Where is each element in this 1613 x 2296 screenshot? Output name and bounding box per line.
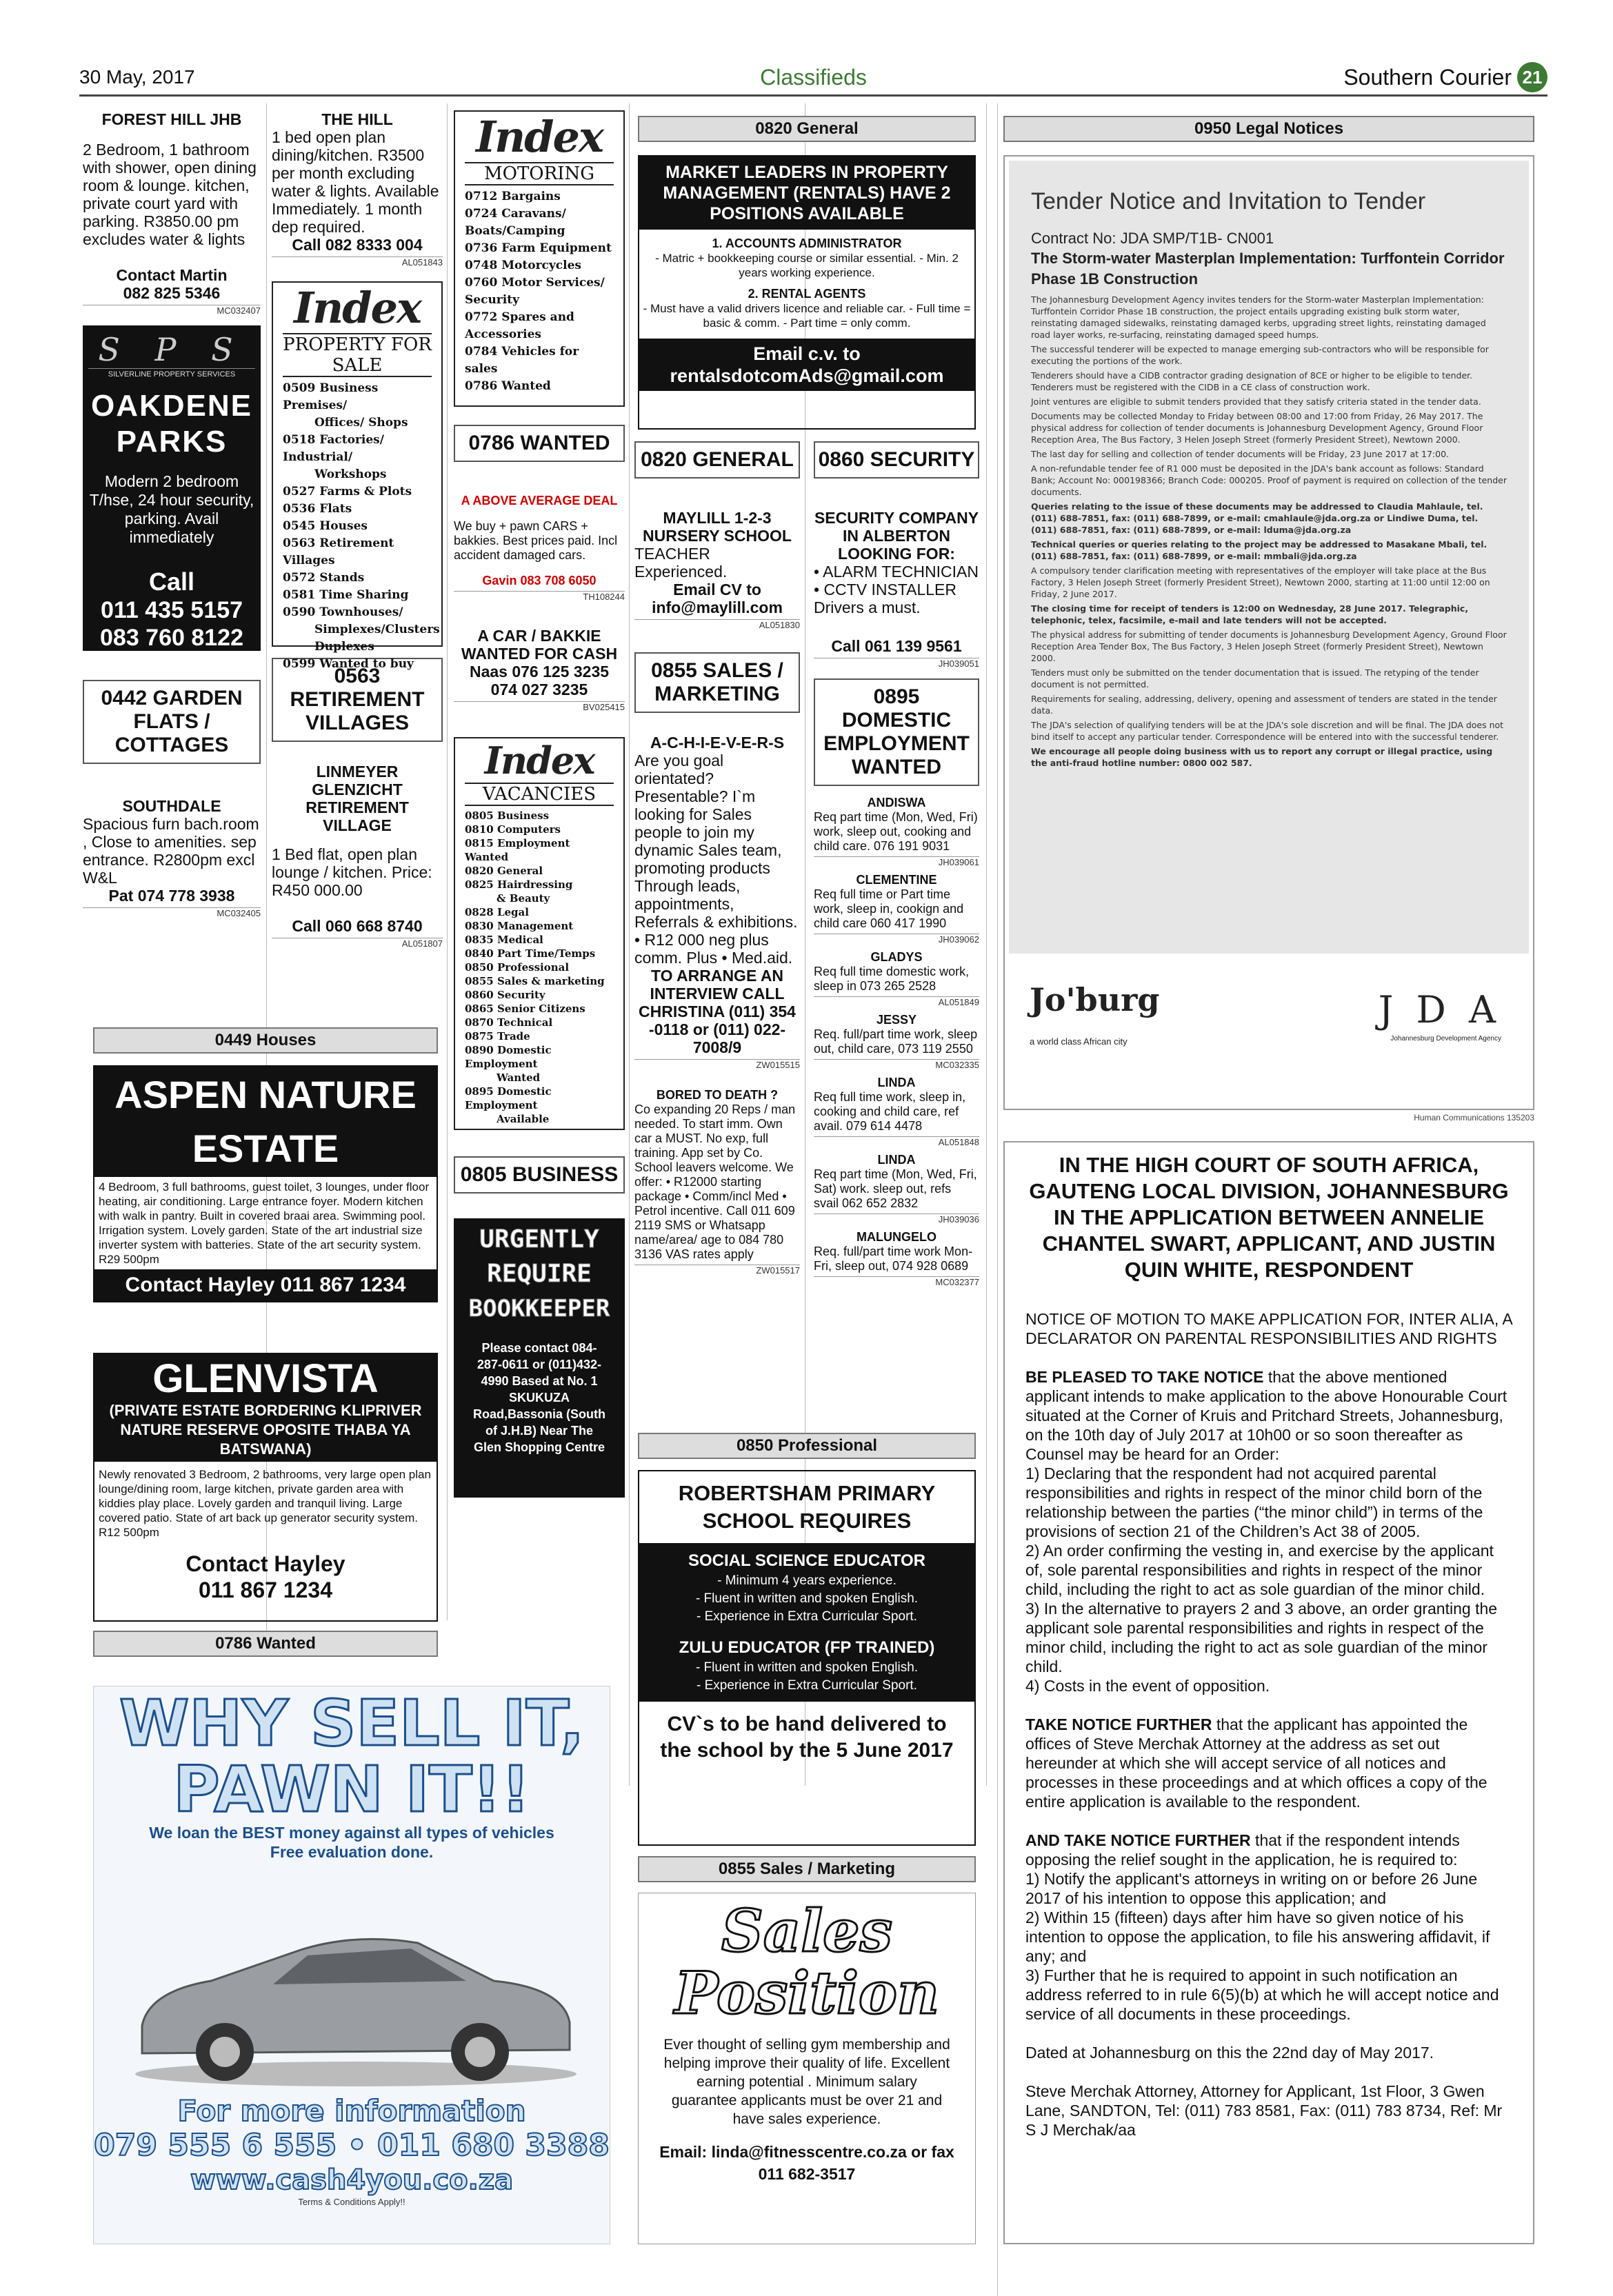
tender-paragraph: A non-refundable tender fee of R1 000 must be deposited in the JDA's bank account as follows: Standard Bank; Account No: 000198366; Branch Code: 000205. Proof of payment is required on collection of the tender documents. bbox=[1031, 463, 1507, 497]
list-item bbox=[814, 950, 979, 1007]
category-wanted: 0786 WANTED bbox=[454, 425, 625, 462]
section-wanted: 0786 Wanted bbox=[93, 1631, 438, 1657]
column-5 bbox=[814, 441, 979, 1293]
ad-ref: ZW015517 bbox=[634, 1265, 800, 1276]
index-item: 0712 Bargains bbox=[465, 190, 561, 203]
court-prayers bbox=[1025, 1464, 1512, 1695]
ad-ref: MC032335 bbox=[814, 1059, 979, 1070]
index-item: 0840 Part Time/Temps bbox=[465, 947, 596, 960]
glenvista-header bbox=[94, 1354, 437, 1462]
tender-paragraph: Queries relating to the issue of these documents may be addressed to Claudia Mahlaule, tel. (011) 688-7851, fax: (011) 688-7899, or e-mail: cmahlaule@jda.org.za or Lindiwe Duma, tel. (011) 688-7851, fax: (011) 688-7899, or e-mail: lduma@jda.org.za bbox=[1031, 501, 1483, 535]
index-item: Offices/ Shops bbox=[314, 416, 408, 430]
tender-logos bbox=[1009, 954, 1529, 1064]
classified-ad bbox=[272, 763, 443, 949]
section-title: Classifieds bbox=[760, 65, 867, 90]
classified-ad bbox=[83, 110, 261, 316]
ad-title: MAYLILL 1-2-3 NURSERY SCHOOL bbox=[643, 509, 792, 545]
ad-title: LINMEYER GLENZICHT RETIREMENT VILLAGE bbox=[305, 763, 409, 834]
ad-ref: MC032407 bbox=[83, 305, 261, 316]
court-title: IN THE HIGH COURT OF SOUTH AFRICA, GAUTENG LOCAL DIVISION, JOHANNESBURG IN THE APPLICATION BETWEEN ANNELIE CHANTEL SWART, APPLICANT, AND JUSTIN QUIN WHITE, RESPONDENT bbox=[1029, 1153, 1509, 1282]
ad-title: LINDA bbox=[877, 1153, 916, 1167]
robertsham-title: ROBERTSHAM PRIMARY SCHOOL REQUIRES bbox=[678, 1481, 936, 1533]
index-item: 0875 Trade bbox=[465, 1030, 530, 1043]
ad-title: THE HILL bbox=[321, 110, 393, 128]
index-item: 0786 Wanted bbox=[465, 379, 551, 393]
index-item: & Beauty bbox=[497, 892, 550, 905]
index-item: 0784 Vehicles for sales bbox=[465, 345, 579, 376]
court-paragraph-3 bbox=[1025, 1831, 1512, 1869]
ad-title: GLADYS bbox=[870, 950, 923, 964]
ad-ref: AL051849 bbox=[814, 996, 979, 1007]
sps-title: OAKDENE PARKS bbox=[90, 389, 253, 459]
tender-paragraph: The last day for selling and collection of tender documents will be Friday, 23 June 2017 at 17:00. bbox=[1031, 449, 1450, 459]
market-title: MARKET LEADERS IN PROPERTY MANAGEMENT (RENTALS) HAVE 2 POSITIONS AVAILABLE bbox=[639, 157, 974, 230]
joburg-logo: Jo'burg bbox=[1030, 981, 1160, 1018]
position-1-req-1: - Minimum 4 years experience. bbox=[717, 1573, 896, 1588]
market-email-address: rentalsdotcomAds@gmail.com bbox=[670, 365, 944, 386]
tender-project: The Storm-water Masterplan Implementation: Turffontein Corridor Phase 1B Construction bbox=[1031, 250, 1505, 288]
column-4 bbox=[634, 441, 800, 1276]
ad-contact: Call 061 139 9561 bbox=[831, 637, 962, 655]
bookkeeper-body: Please contact 084-287-0611 or (011)432-4990 Based at No. 1 SKUKUZA Road,Bassonia (South of J.H.B) Near The Glen Shopping Centre bbox=[472, 1341, 605, 1454]
court-item: 4) Costs in the event of opposition. bbox=[1025, 1677, 1270, 1695]
sps-tagline: SILVERLINE PROPERTY SERVICES bbox=[88, 368, 255, 379]
index-heading: Index bbox=[476, 112, 603, 162]
tender-title: Tender Notice and Invitation to Tender bbox=[1031, 188, 1426, 214]
pawn-headline-1: WHY SELL IT, bbox=[119, 1686, 585, 1760]
list-item bbox=[814, 796, 979, 867]
list-item bbox=[814, 1013, 979, 1070]
court-item: 1) Declaring that the respondent had not acquired parental responsibilities and rights in respect of the minor child born of the relationship between the parties (“the minor child”) in terms of the provisions of section 21 of the Children’s Act 38 of 2005. bbox=[1025, 1464, 1483, 1540]
tender-paragraph: Tenderers should have a CIDB contractor grading designation of 8CE or higher to be eligible to tender. Tenderers must be registered with the CIDB in a CE class of construction work. bbox=[1031, 370, 1473, 392]
classified-ad bbox=[454, 494, 625, 602]
market-email bbox=[639, 339, 974, 391]
ad-title: MALUNGELO bbox=[856, 1230, 936, 1244]
sales-body: Ever thought of selling gym membership and helping improve their quality of life. Excellent earning potential . Minimum salary guarantee applicants must be over 21 and have sales experience. bbox=[663, 2037, 950, 2127]
index-item: 0828 Legal bbox=[465, 906, 529, 918]
pawn-ad bbox=[93, 1686, 610, 2244]
ad-contact: Gavin 083 708 6050 bbox=[482, 574, 597, 587]
ad-body: Naas 076 125 3235 bbox=[469, 663, 610, 681]
index-item: Available bbox=[497, 1113, 550, 1125]
ad-ref: AL051807 bbox=[272, 938, 443, 949]
court-item: 2) An order confirming the vesting in, and exercise by the applicant of, sole parental responsibilities and rights in respect of the minor child, including the right to act as sole guardian of the minor child. bbox=[1025, 1542, 1494, 1598]
index-item: 0581 Time Sharing bbox=[283, 588, 409, 602]
classified-ad bbox=[634, 1088, 800, 1276]
tender-body bbox=[1009, 161, 1529, 954]
index-list bbox=[455, 806, 623, 1129]
court-text-2: that the applicant has appointed the offices of Steve Merchak Attorney at the address as set out hereunder at which she will accept service of all notices and processes in these proceedings and at which offices a copy of the entire application is available to the respondent. bbox=[1025, 1715, 1487, 1811]
court-text-3: that if the respondent intends opposing the relief sought in the application, he is required to: bbox=[1025, 1831, 1460, 1869]
tender-paragraph: Joint ventures are eligible to submit tenders provided that they satisfy criteria stated in the tender data. bbox=[1031, 396, 1481, 407]
ad-contact: Contact Martin bbox=[116, 266, 228, 284]
sps-call: Call bbox=[148, 567, 195, 596]
ad-body: Req. full/part time work Mon-Fri, sleep out, 074 928 0689 bbox=[814, 1245, 973, 1273]
column-1 bbox=[83, 110, 261, 918]
index-subheading: VACANCIES bbox=[465, 783, 614, 806]
ad-contact: Pat 074 778 3938 bbox=[108, 887, 235, 905]
index-item: 0724 Caravans/ Boats/Camping bbox=[465, 207, 566, 238]
ad-title: BORED TO DEATH ? bbox=[656, 1088, 779, 1102]
index-item: Duplexes bbox=[314, 640, 374, 654]
tender-paragraph: The closing time for receipt of tenders is 12:00 on Wednesday, 28 June 2017. Telegraphic, telephonic, telex, facsimile, e-mail and late tenders will not be accepted. bbox=[1031, 603, 1469, 625]
glenvista-ad bbox=[93, 1353, 438, 1622]
bookkeeper-line-2: REQUIRE bbox=[487, 1260, 592, 1288]
index-list bbox=[455, 185, 623, 398]
position-1-req-2: - Fluent in written and spoken English. bbox=[695, 1591, 919, 1606]
position-2-title: ZULU EDUCATOR (FP TRAINED) bbox=[679, 1638, 935, 1657]
court-text-1: that the above mentioned applicant intends to make application to the above Honourable Court situated at the Corner of Kruis and Pritchard Streets, Johannesburg, on the 10th day of July 2017 at 10h00 or so soon thereafter as Counsel may be heard for an Order: bbox=[1025, 1368, 1507, 1463]
ad-title: A-C-H-I-E-V-E-R-S bbox=[650, 734, 785, 752]
index-item: Wanted bbox=[497, 1071, 541, 1084]
ad-body: Req full time work, sleep in, cooking and child care, ref avail. 079 614 4478 bbox=[814, 1090, 966, 1133]
ad-contact: Call 082 8333 004 bbox=[292, 236, 423, 254]
tender-paragraph: We encourage all people doing business with us to report any corrupt or illegal practice, using the anti-fraud hotline number: 0800 002 587. bbox=[1031, 746, 1493, 768]
classified-ad bbox=[83, 797, 261, 918]
court-paragraph-1 bbox=[1025, 1367, 1512, 1464]
index-item: 0518 Factories/ Industrial/ bbox=[283, 433, 384, 464]
page-number: 21 bbox=[1517, 62, 1547, 92]
tender-paragraph: A compulsory tender clarification meeting with representatives of the employer will take place at the Bus Factory, 3 Helen Joseph Street (formerly President Street), Newtown 2000, starting at 11:00 until 12:00 on Friday, 2 June 2017. bbox=[1031, 565, 1490, 599]
ad-body: 2 Bedroom, 1 bathroom with shower, open dining room & lounge. kitchen, private court yard with parking. R3850.00 pm excludes water & lights bbox=[83, 141, 257, 248]
ad-title: A ABOVE AVERAGE DEAL bbox=[461, 494, 618, 507]
ad-body: Req full time domestic work, sleep in 073 265 2528 bbox=[814, 965, 970, 993]
ad-contact: Email CV to info@maylill.com bbox=[652, 581, 783, 616]
index-property bbox=[272, 281, 443, 671]
sps-body: Modern 2 bedroom T/hse, 24 hour security, parking. Avail immediately bbox=[89, 472, 254, 546]
ad-body: Spacious furn bach.room , Close to amenities. sep entrance. R2800pm excl W&L bbox=[83, 815, 259, 887]
section-sales-marketing: 0855 Sales / Marketing bbox=[638, 1856, 976, 1882]
page-header bbox=[79, 62, 1547, 97]
sps-ad bbox=[83, 325, 261, 651]
court-lead-2: TAKE NOTICE FURTHER bbox=[1025, 1715, 1212, 1733]
aspen-title: ASPEN NATURE ESTATE bbox=[94, 1067, 437, 1177]
glenvista-phone: 011 867 1234 bbox=[199, 1578, 332, 1602]
index-item: 0805 Business bbox=[465, 809, 550, 822]
index-item: 0815 Employment Wanted bbox=[465, 837, 570, 863]
pawn-info: For more information bbox=[177, 2094, 526, 2128]
index-item: Simplexes/Clusters bbox=[314, 623, 440, 636]
category-security: 0860 SECURITY bbox=[814, 441, 979, 479]
index-item: 0830 Management bbox=[465, 920, 574, 932]
classified-ad bbox=[634, 734, 800, 1070]
domestic-list bbox=[814, 796, 979, 1287]
ad-body: TEACHER Experienced. bbox=[634, 545, 728, 581]
index-heading: Index bbox=[484, 738, 594, 783]
pawn-free: Free evaluation done. bbox=[270, 1843, 434, 1861]
position-1-title: SOCIAL SCIENCE EDUCATOR bbox=[688, 1551, 926, 1570]
bookkeeper-line-3: BOOKKEEPER bbox=[468, 1295, 610, 1322]
category-garden-flats: 0442 GARDEN FLATS / COTTAGES bbox=[83, 680, 261, 764]
ad-body: 1 bed open plan dining/kitchen. R3500 per month excluding water & lights. Available Immediately. 1 month dep required. bbox=[272, 128, 439, 236]
index-item: 0736 Farm Equipment bbox=[465, 241, 612, 255]
index-subheading: MOTORING bbox=[465, 162, 614, 185]
robertsham-ad bbox=[638, 1470, 976, 1846]
position-2-req-2: - Experience in Extra Curricular Sport. bbox=[697, 1678, 917, 1693]
classified-ad bbox=[454, 627, 625, 712]
car-image bbox=[94, 1867, 610, 2095]
index-subheading: PROPERTY FOR SALE bbox=[283, 334, 432, 376]
ad-contact: Call 060 668 8740 bbox=[292, 917, 423, 935]
index-vacancies bbox=[454, 737, 625, 1130]
joburg-tagline: a world class African city bbox=[1030, 1036, 1128, 1047]
classified-ad bbox=[272, 110, 443, 268]
section-professional: 0850 Professional bbox=[638, 1433, 976, 1459]
ad-title: SECURITY COMPANY IN ALBERTON LOOKING FOR: bbox=[814, 509, 979, 563]
ad-title: SOUTHDALE bbox=[122, 797, 221, 815]
index-item: 0599 Wanted to buy bbox=[283, 657, 414, 671]
ad-body: Req part time (Mon, Wed, Fri, Sat) work. sleep out, refs svail 062 652 2832 bbox=[814, 1167, 977, 1210]
index-list bbox=[273, 377, 441, 676]
tender-paragraph: Technical queries or queries relating to the project may be addressed to Masakane Mbali, tel. (011) 688-7851, fax: (011) 688-7899, or e-mail: mmbali@jda.org.za bbox=[1031, 539, 1487, 561]
bookkeeper-ad bbox=[454, 1218, 625, 1498]
tender-notice bbox=[1003, 155, 1534, 1110]
market-ad bbox=[638, 155, 976, 430]
list-item bbox=[814, 1230, 979, 1287]
position-1-req-3: - Experience in Extra Curricular Sport. bbox=[697, 1609, 917, 1624]
ad-title: CLEMENTINE bbox=[856, 873, 937, 887]
robertsham-positions bbox=[639, 1543, 974, 1702]
category-sales: 0855 SALES / MARKETING bbox=[634, 652, 800, 713]
aspen-contact: Contact Hayley 011 867 1234 bbox=[94, 1269, 437, 1301]
ad-body: Req part time (Mon, Wed, Fri) work, sleep out, cooking and child care. 076 191 9031 bbox=[814, 810, 978, 853]
pawn-terms: Terms & Conditions Apply!! bbox=[298, 2197, 405, 2207]
tender-credit: Human Communications 135203 bbox=[1414, 1113, 1534, 1122]
tender-paragraph: The JDA's selection of qualifying tenders will be at the JDA's sole discretion and will be final. The JDA does not bind itself to accept any particular tender. Correspondence will be entered into with the successful tenderer. bbox=[1031, 720, 1504, 742]
index-item: 0748 Motorcycles bbox=[465, 259, 581, 272]
ad-ref: JH039062 bbox=[814, 934, 979, 945]
ad-title: FOREST HILL JHB bbox=[101, 110, 242, 128]
issue-date: 30 May, 2017 bbox=[79, 66, 195, 88]
position-2-title: 2. RENTAL AGENTS bbox=[748, 287, 866, 301]
tender-paragraphs bbox=[1031, 294, 1507, 769]
court-item: 3) Further that he is required to appoint in such notification an address referred to in rule 6(5)(b) at which he will accept notice and service of all documents in these proceedings. bbox=[1025, 1966, 1499, 2023]
ad-body: Co expanding 20 Reps / man needed. To start imm. Own car a MUST. No exp, full training. App set by Co. School leavers welcome. We offer: • R12000 starting package • Comm/incl Med • Petrol incentive. Call 011 609 2119 SMS or Whatsapp name/area/ age to 084 780 3136 VAS rates apply bbox=[634, 1102, 796, 1261]
pawn-headline-2: PAWN IT!! bbox=[173, 1753, 530, 1826]
index-item: 0810 Computers bbox=[465, 823, 561, 836]
ad-ref: AL051848 bbox=[814, 1136, 979, 1147]
category-retirement: 0563 RETIREMENT VILLAGES bbox=[272, 658, 443, 742]
list-item bbox=[814, 1153, 979, 1225]
paper-name: Southern Courier bbox=[1343, 65, 1512, 90]
position-2-req-1: - Fluent in written and spoken English. bbox=[695, 1660, 919, 1675]
ad-title: JESSY bbox=[876, 1013, 917, 1027]
classified-ad bbox=[634, 509, 800, 630]
ad-ref: AL051830 bbox=[634, 619, 800, 630]
tender-contract: Contract No: JDA SMP/T1B- CN001 bbox=[1031, 230, 1274, 247]
ad-ref: AL051843 bbox=[272, 256, 443, 268]
tender-paragraph: Requirements for sealing, addressing, delivery, opening and assessment of tenders are stated in the tender data. bbox=[1031, 694, 1497, 716]
ad-ref: ZW015515 bbox=[634, 1059, 800, 1070]
court-lead-3: AND TAKE NOTICE FURTHER bbox=[1025, 1831, 1251, 1849]
ad-body: • ALARM TECHNICIAN • CCTV INSTALLER Drivers a must. bbox=[814, 563, 979, 616]
index-item: 0870 Technical bbox=[465, 1016, 553, 1029]
section-legal: 0950 Legal Notices bbox=[1003, 116, 1534, 142]
aspen-body: 4 Bedroom, 3 full bathrooms, guest toilet, 3 lounges, under floor heating, air conditioning. Large entrance foyer. Modern kitchen with walk in pantry. Built in covered braai area. Swimming pool. Irrigation system. Lovely garden. State of the art industrial size inverter system with batteries. State of the art security system. R29 500pm bbox=[99, 1180, 430, 1266]
ad-title: ANDISWA bbox=[867, 796, 926, 809]
jda-subtitle: Johannesburg Development Agency bbox=[1390, 1035, 1501, 1043]
glenvista-title: GLENVISTA bbox=[152, 1356, 379, 1401]
ad-ref: MC032405 bbox=[83, 907, 261, 918]
bookkeeper-line-1: URGENTLY bbox=[479, 1225, 599, 1253]
index-item: 0590 Townhouses/ bbox=[283, 605, 403, 619]
jda-logo: J D A bbox=[1378, 988, 1501, 1031]
court-item: 3) In the alternative to prayers 2 and 3 above, an order granting the applicant sole parental responsibilities and rights in respect of the minor child, including the right to act as sole guardian of the minor child. bbox=[1025, 1600, 1498, 1675]
position-1-body: - Matric + bookkeeping course or similar essential. - Min. 2 years working experience. bbox=[655, 252, 959, 279]
tender-paragraph: The Johannesburg Development Agency invites tenders for the Storm-water Masterplan Implementation: Turffontein Corridor Phase 1B construction, the project entails upgrading existing bulk storm water, reinstating damaged sidewalks, reinstating damaged kerbs, upgrading street lights, reinstating damaged road layer works, re-surfacing, reinstating damaged speed humps. bbox=[1031, 294, 1486, 340]
column-2 bbox=[272, 110, 443, 949]
sps-phone-1: 011 435 5157 bbox=[100, 597, 243, 623]
index-motoring bbox=[454, 110, 625, 407]
ad-body: 1 Bed flat, open plan lounge / kitchen. Price: R450 000.00 bbox=[272, 845, 432, 899]
pawn-web: www.cash4you.co.za bbox=[190, 2164, 514, 2196]
ad-phone: 074 027 3235 bbox=[490, 681, 588, 698]
robertsham-cv: CV`s to be hand delivered to the school by the 5 June 2017 bbox=[660, 1713, 954, 1762]
sales-heading-1: Sales bbox=[721, 1897, 892, 1965]
index-item: 0850 Professional bbox=[465, 961, 570, 974]
glenvista-subtitle: (PRIVATE ESTATE BORDERING KLIPRIVER NATURE RESERVE OPOSITE THABA YA BATSWANA) bbox=[109, 1402, 422, 1458]
tender-paragraph: The successful tenderer will be expected to manage emerging sub-contractors who will be responsible for executing the portions of the work. bbox=[1031, 344, 1489, 366]
sales-email: Email: linda@fitnesscentre.co.za or fax 011 682-3517 bbox=[659, 2143, 954, 2183]
pawn-phones: 079 555 6 555 • 011 680 3388 bbox=[94, 2128, 610, 2163]
index-item: 0890 Domestic Employment bbox=[465, 1044, 552, 1070]
ad-body: Req full time or Part time work, sleep in, cookign and child care 060 417 1990 bbox=[814, 887, 964, 930]
position-2-body: - Must have a valid drivers licence and reliable car. - Full time = basic & comm. - Part time = only comm. bbox=[643, 302, 971, 330]
court-notice bbox=[1003, 1141, 1534, 2244]
ad-ref: TH108244 bbox=[454, 591, 625, 602]
ad-ref: MC032377 bbox=[814, 1276, 979, 1287]
ad-title: LINDA bbox=[877, 1076, 916, 1089]
index-item: 0855 Sales & marketing bbox=[465, 975, 605, 987]
ad-contact: TO ARRANGE AN INTERVIEW CALL CHRISTINA (011) 354 -0118 or (011) 022-7008/9 bbox=[639, 967, 796, 1056]
court-notice-type: NOTICE OF MOTION TO MAKE APPLICATION FOR, INTER ALIA, A DECLARATOR ON PARENTAL RESPONSIBILITIES AND RIGHTS bbox=[1025, 1310, 1512, 1347]
tender-paragraph: Documents may be collected Monday to Friday between 08:00 and 17:00 from Friday, 26 May 2017. The physical address for collection of tender documents is Johannesburg Development Agency, Ground Floor Reception Area, The Bus Factory, 3 Helen Joseph Street (formerly President Street), Newtown 2000. bbox=[1031, 411, 1483, 445]
index-item: 0820 General bbox=[465, 865, 543, 877]
sales-heading-2: Position bbox=[674, 1959, 939, 2027]
list-item bbox=[814, 873, 979, 945]
index-item: 0772 Spares and Accessories bbox=[465, 310, 574, 341]
ad-ref: JH039061 bbox=[814, 856, 979, 867]
tender-paragraph: Tenders must only be submitted on the tender documentation that is issued. The retyping of the tender document is not permitted. bbox=[1031, 667, 1479, 689]
tender-paragraph: The physical address for submitting of tender documents is Johannesburg Development Agency, Ground Floor Reception Area Tender Box, The Bus Factory, 3 Helen Joseph Street (formerly President Street), Newtown 2000. bbox=[1031, 630, 1507, 663]
ad-ref: JH039051 bbox=[814, 658, 979, 669]
index-item: 0860 Security bbox=[465, 989, 545, 1001]
market-email-label: Email c.v. to bbox=[753, 343, 861, 364]
glenvista-contact: Contact Hayley bbox=[186, 1551, 345, 1576]
index-item: Workshops bbox=[314, 467, 387, 481]
sales-position-ad bbox=[638, 1893, 976, 2244]
category-domestic: 0895 DOMESTIC EMPLOYMENT WANTED bbox=[814, 678, 979, 786]
court-paragraph-2 bbox=[1025, 1715, 1512, 1811]
court-item: 2) Within 15 (fifteen) days after him have so given notice of his intention to oppose the application, to file his answering affidavit, if any; and bbox=[1025, 1909, 1490, 1965]
ad-body: Req. full/part time work, sleep out, child care, 073 119 2550 bbox=[814, 1027, 978, 1056]
court-lead-1: BE PLEASED TO TAKE NOTICE bbox=[1025, 1368, 1264, 1386]
category-business: 0805 BUSINESS bbox=[454, 1156, 625, 1194]
court-requirements bbox=[1025, 1869, 1512, 2024]
ad-phone: 082 825 5346 bbox=[123, 284, 221, 302]
ad-ref: BV025415 bbox=[454, 701, 625, 712]
court-signature: Steve Merchak Attorney, Attorney for Applicant, 1st Floor, 3 Gwen Lane, SANDTON, Tel: (011) 783 8581, Fax: (011) 783 8734, Ref: Mr S J Merchak/aa bbox=[1025, 2082, 1503, 2139]
index-item: 0895 Domestic Employment bbox=[465, 1085, 552, 1111]
index-item: 0835 Medical bbox=[465, 934, 543, 946]
index-item: 0536 Flats bbox=[283, 502, 352, 516]
ad-body: Are you goal orientated? Presentable? I`m looking for Sales people to join my dynamic Sales team, promoting products Through leads, appointments, Referrals & exhibitions. • R12 000 neg plus comm. Plus • Med.aid. bbox=[634, 752, 798, 967]
column-3 bbox=[454, 110, 625, 1498]
index-item: 0760 Motor Services/ Security bbox=[465, 276, 605, 307]
index-item: 0865 Senior Citizens bbox=[465, 1003, 585, 1015]
position-1-title: 1. ACCOUNTS ADMINISTRATOR bbox=[712, 236, 902, 250]
list-item bbox=[814, 1076, 979, 1147]
section-general: 0820 General bbox=[638, 116, 976, 142]
aspen-ad bbox=[93, 1065, 438, 1302]
index-item: 0545 Houses bbox=[283, 519, 368, 533]
ad-title: A CAR / BAKKIE WANTED FOR CASH bbox=[461, 627, 618, 663]
category-general: 0820 GENERAL bbox=[634, 441, 800, 479]
index-item: 0825 Hairdressing bbox=[465, 878, 573, 891]
pawn-line: We loan the BEST money against all types of vehicles bbox=[149, 1824, 554, 1842]
index-item: 0572 Stands bbox=[283, 571, 365, 585]
sps-logo: S P S bbox=[98, 331, 246, 368]
section-houses: 0449 Houses bbox=[93, 1027, 438, 1054]
court-dated: Dated at Johannesburg on this the 22nd day of May 2017. bbox=[1025, 2044, 1434, 2062]
index-item: 0509 Business Premises/ bbox=[283, 381, 379, 412]
court-item: 1) Notify the applicant's attorneys in writing on or before 26 June 2017 of his intention to oppose this application; and bbox=[1025, 1870, 1478, 1907]
classified-ad bbox=[814, 509, 979, 669]
glenvista-body: Newly renovated 3 Bedroom, 2 bathrooms, very large open plan lounge/dining room, large kitchen, private garden area with kiddies play place. Lovely garden and tranquil living. Large covered patio. State of art back up generator security system. R12 500pm bbox=[99, 1468, 431, 1539]
index-heading: Index bbox=[294, 283, 421, 333]
index-item: 0563 Retirement Villages bbox=[283, 536, 394, 567]
index-item: 0527 Farms & Plots bbox=[283, 485, 412, 499]
ad-body: We buy + pawn CARS + bakkies. Best prices paid. Incl accident damaged cars. bbox=[454, 519, 618, 562]
sps-phone-2: 083 760 8122 bbox=[100, 625, 243, 651]
ad-ref: JH039036 bbox=[814, 1214, 979, 1225]
